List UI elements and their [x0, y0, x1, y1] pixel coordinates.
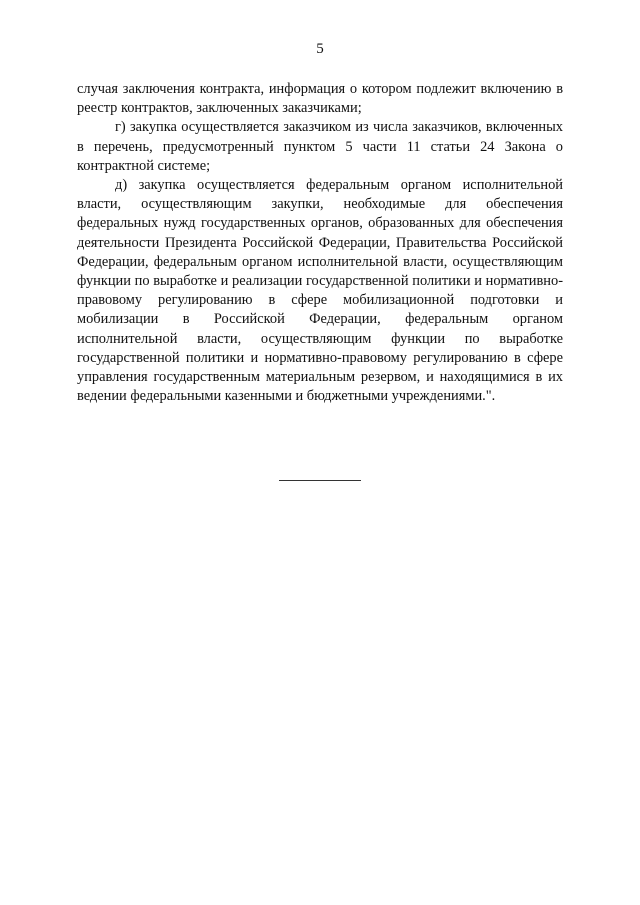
paragraph-item-g: г) закупка осуществляется заказчиком из числа заказчиков, включенных в перечень, предусмотренный пунктом 5 части 11 статьи 24 Закона о контрактной системе;: [77, 119, 563, 174]
document-body: [77, 80, 563, 406]
page-number: 5: [316, 41, 324, 57]
paragraph-item-d: д) закупка осуществляется федеральным органом исполнительной власти, осуществляющим закупки, необходимые для обеспечения федеральных нужд государственных органов, образованных для обеспечения деятельности Президента Российской Федерации, Правительства Российской Федерации, федеральным органом исполнительной власти, осуществляющим функции по выработке и реализации государственной политики и нормативно-правовому регулированию в сфере мобилизационной подготовки и мобилизации в Российской Федерации, федеральным органом исполнительной власти, осуществляющим функции по выработке государственной политики и нормативно-правовому регулированию в сфере управления государственным материальным резервом, и находящимися в их ведении федеральными казенными и бюджетными учреждениями.".: [77, 177, 563, 405]
paragraph-continuation: случая заключения контракта, информация о котором подлежит включению в реестр контрактов, заключенных заказчиками;: [77, 81, 563, 117]
end-separator-line: [279, 480, 361, 481]
